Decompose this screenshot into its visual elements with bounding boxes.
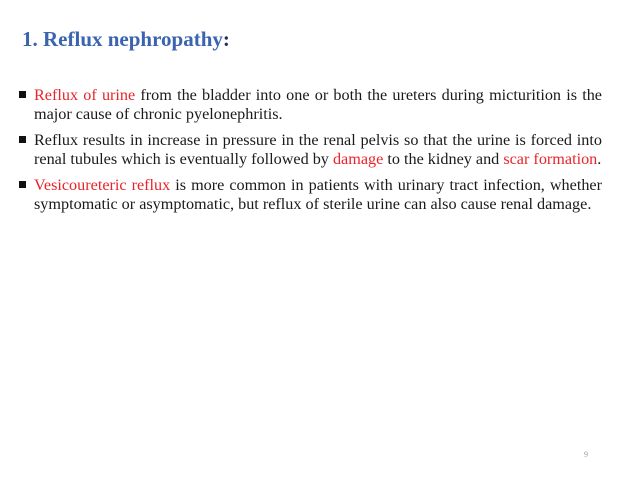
bullet-text <box>34 131 602 168</box>
body-text: from the bladder into one or both the ureters during micturition is the major cause of chronic pyelonephritis. <box>34 86 602 123</box>
highlight-text: Reflux of urine <box>34 86 136 104</box>
body-text: is more common in patients with urinary tract infection, whether symptomatic or asymptomatic, but reflux of sterile urine can also cause renal damage. <box>34 176 603 213</box>
body-text: to the kidney and <box>383 149 504 168</box>
slide-title-colon: : <box>222 27 230 51</box>
bullet-text <box>34 176 602 213</box>
slide-title <box>22 29 230 50</box>
bullet-item <box>18 86 602 123</box>
highlight-text: scar formation <box>503 149 598 168</box>
page-number: 9 <box>584 450 588 459</box>
slide-title-text: 1. Reflux nephropathy <box>22 27 223 51</box>
body-text: . <box>597 149 602 168</box>
square-bullet-icon <box>19 91 26 98</box>
bullet-item <box>18 131 602 168</box>
highlight-text: damage <box>332 149 384 168</box>
bullet-text <box>34 86 602 123</box>
square-bullet-icon <box>19 181 26 188</box>
highlight-text: Vesicoureteric reflux <box>34 176 171 195</box>
square-bullet-icon <box>19 136 26 143</box>
body-text: Reflux results in increase in pressure in the renal pelvis so that the urine is forced into renal tubules which is eventually followed by <box>34 131 602 168</box>
bullet-list <box>18 86 602 222</box>
bullet-item <box>18 176 602 213</box>
